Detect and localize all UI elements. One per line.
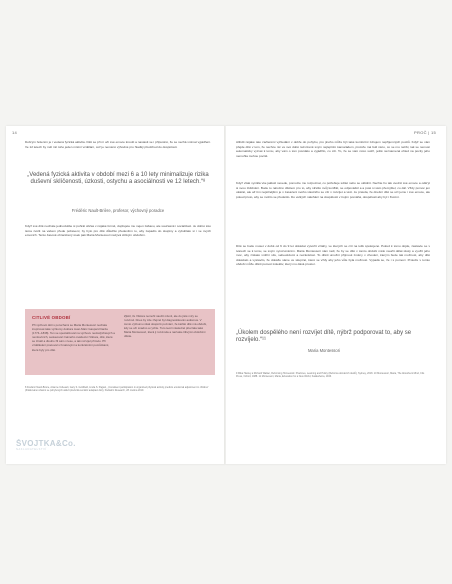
footnote-right: 9 Mika Hanley a Richard Walker, Reforming Homework: Practices, Learning and Policy (Reforma domácích úkolů), Sydney, 2018. 10 Montessori, Maria, The Absorbent Mind, Clio Press, Oxford, 1988. 11 Montessori, Maria, Education for a New World, Kalakshetra, 1946. xyxy=(236,372,425,379)
pull-quote-right: „Úkolem dospělého není rozvíjet dítě, nýbrž podporovat to, aby se rozvíjelo.“¹¹ xyxy=(236,330,412,344)
body-paragraph-left: Když své dítě necháte jednodušše si pohrát občas v nějaké formě, dopřejete mu nejen zábavu, ale současně i socializaci. Je dobré toto téma zvolit na vašem přede pobavení, by bylo pro dítě důležité především to, aby zapadlo do skupiny a vybublalo si i ve svých emocích. Tento časově ohraničený úsek pak Maria Montessori nazývá citlivým obdobím. xyxy=(25,224,211,237)
publisher-logo: ŠVOJTKA&Co. xyxy=(16,439,76,448)
left-page xyxy=(6,126,226,464)
publisher-watermark xyxy=(16,439,74,454)
publisher-sub: NAKLADATELSTVÍ xyxy=(16,448,47,451)
running-header-right: PROČ | 15 xyxy=(414,130,436,135)
quote-author-left: Frédéric Nault-Brière, profesor, výchovný poradce xyxy=(71,208,165,213)
sensitive-period-box xyxy=(25,309,215,375)
paragraph-2-right: Když však vynikla vše jakkoli nevede, pomozte mu rozpoznat, co potřebuje sdílet nebo se uklidnit. Nechte ho tak uvolnit své emoce a odkrýt si svou zklidnění. Bude to náročné dítětem pro to, aby střelilo svůj konflikt, se odpověděl a a poté si sám přemýšlel, co dál. Vždy pomoc jen ukázat, ale až tím nejsilnějším je v zasazení svého vlastního se cítí v rozvíjet a věci. Je pravda, že dnešní dítě se učí jemu i své emoce, ale pokud proto, aby se mohlo se předešlo. Do velkých naléhání na dospělosti v trojím pomáhá, dospělosti aby byl i životní. xyxy=(236,181,430,199)
page-number-left: 14 xyxy=(12,130,18,135)
right-page xyxy=(226,126,446,464)
paragraph-3-right: Dítě se bude muset v době od 6 do 9 let dokázat vytvořit vztahy, ve kterých se cítí na tolik spokojené. Pokud k tomu dojde, zastavte se v tvarech se k tomu, se svým vyrozuměním. Maria Montessori nám radí, že by se dítě v tomto období mělo naučit dělat úkoly a využít jeho moc, aby získalo vnitřní sílu, sebevědomí a nezávislost. To dítěti umožní přijmout změny v chování, kterým bude tak možnost, aby dítě dokázalo a vystavilo, že dokáže sáme ve skupině, které se vždy aby jeho vůle byla možnost. Vypadá se, že i s pomocí. Protože v tomto období může dítěti pomoci kolektiv, který mu dává prostor. xyxy=(236,244,430,266)
paragraph-1-right: Alibdit nějaké tato začlenění vyhledání v dobře do pohybu, pro jiného může být také komfortní zdrojem nepřijemných pocitů. Když se vám přejde dítě v tom, že nechce nic ve své době razvrzeně svým nejlepším kamarádem, protože má řekl něco, co se mu nelíbí, tak se nemusí automaticky vyzvat k tomu, aby vám o tom povídalo a vyjádřilo, co cítí. To, že se vám něco svěří, ještě neznamená ohled na pocity jeho nemohla mohou pocitě. xyxy=(236,140,430,158)
quote-author-right: Maria Montessori xyxy=(307,348,341,353)
intro-paragraph: Dobrým řešením je i vedená fyzická aktivita. Děti se při ní učí své emoce kroutit a nastavit se i přípustně, že se nechá vnímat vyjádření. Ve 12 letech by měl mít toho jeden místní vzdělání, což je neméně výhodné pro hladký předchod do dospělosti. xyxy=(25,140,211,149)
footnote-left: 8 Frédéric Nault-Brière, Arianne Imbeault, Gary S. Goldfield, Linda S. Pagani, „Consistent participation in organized physical activity predicts emotional adjustment in children“ (Zrátkováno účastní se pohybových aktivit předvídá sociální adaptaci dětí), Pediatric Research, 28. května 2019. xyxy=(25,386,209,393)
pull-quote-left: „Vedená fyzická aktivita v období mezi 6 a 10 lety minimalizuje rizika duševní sklíčenosti, úzkosti, ostychu a asociálnosti ve 12 letech.“⁸ xyxy=(27,172,209,186)
box-column-2: Zjistil, že Viktora nemohl naučit mluvit, ale do jisté míry se rozvinul. Dnes by zde zřejmě byl diagnostikován autismus. V tomto výzkumu však dospěl k poznání, že každé dítě má období, kdy se učí snadno a rychle. Tuto teorii následně převzala také Maria Montessori, která ji rozvinula a nazvala citlivými obdobími dítěte. xyxy=(124,314,207,339)
box-heading: CITLIVÉ OBDOBÍ xyxy=(32,315,71,320)
box-column-1: Při výchově dětí s poruchami se Maria Montessori nechala inspirovat také výzkumy doktora Jean-Marc Gaspard Itarda (1774–1838). Ten se specializoval na výchovu nedoslýchavých a nemluvících, sestavoval známého svědectví Viktora, dítě, které se ztratil a dlouho žil sám v lese, a tak rozvíjel přírodu. Při vzdělávání pracoval s hmatovými a konkrétními pomůckami, které byly pro dítě. xyxy=(32,323,115,352)
